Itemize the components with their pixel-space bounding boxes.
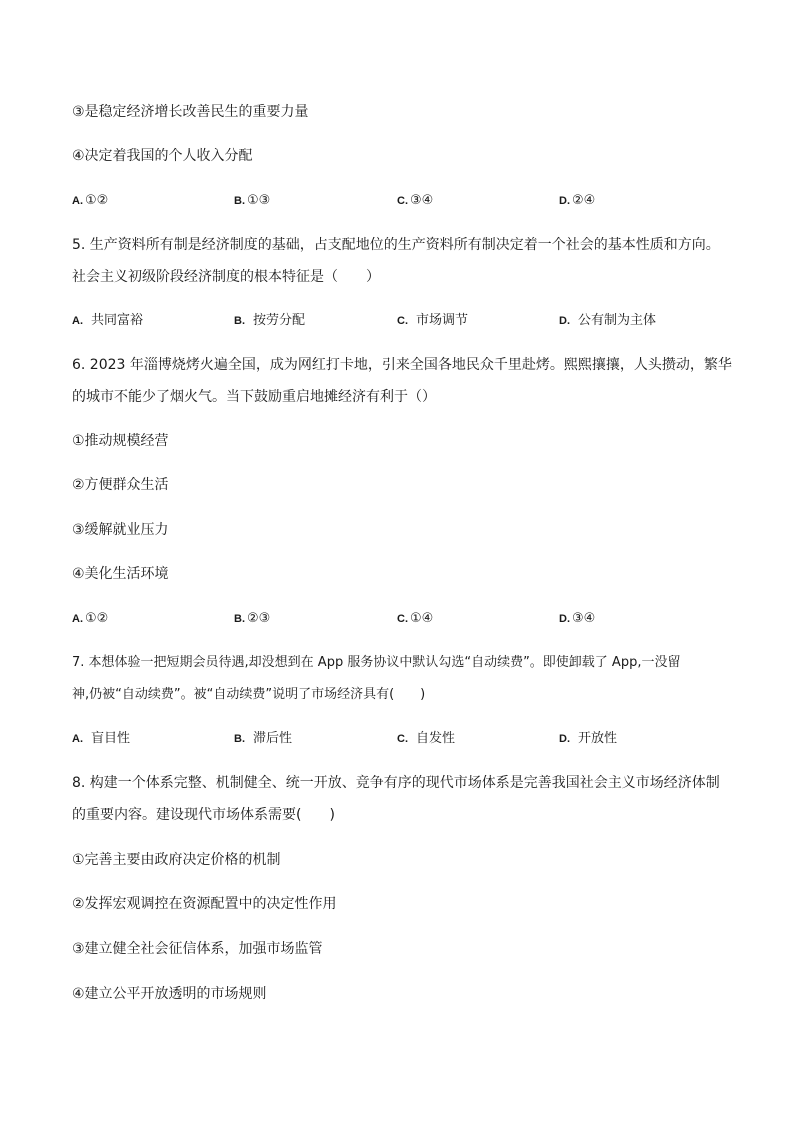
options-row (72, 729, 732, 749)
question-8-stem: 的重要内容。建设现代市场体系需要( ) (72, 807, 335, 823)
options-row (72, 191, 732, 211)
statement: ④建立公平开放透明的市场规则 (72, 986, 267, 1002)
statement: ②方便群众生活 (72, 477, 169, 493)
option-b: B. 按劳分配 (234, 313, 306, 328)
question-8-stem: 8. 构建一个体系完整、机制健全、统一开放、竞争有序的现代市场体系是完善我国社会主义市场经济体制 (72, 775, 720, 791)
options-row (72, 311, 732, 331)
statement: ④决定着我国的个人收入分配 (72, 148, 253, 164)
option-b: B. ②③ (234, 611, 271, 626)
option-b: B. 滞后性 (234, 731, 293, 746)
statement: ②发挥宏观调控在资源配置中的决定性作用 (72, 896, 337, 912)
statement: ①推动规模经营 (72, 433, 169, 449)
option-d: D. 公有制为主体 (559, 313, 657, 328)
option-c: C. ③④ (397, 193, 434, 208)
option-a: A. 盲目性 (72, 731, 131, 746)
option-c: C. ①④ (397, 611, 434, 626)
option-d: D. ②④ (559, 193, 596, 208)
statement: ①完善主要由政府决定价格的机制 (72, 852, 281, 868)
option-a: A. ①② (72, 193, 109, 208)
option-b: B. ①③ (234, 193, 271, 208)
option-c: C. 自发性 (397, 731, 456, 746)
option-a: A. 共同富裕 (72, 313, 144, 328)
question-5-stem: 社会主义初级阶段经济制度的根本特征是（ ） (72, 269, 380, 285)
question-7-stem: 神,仍被“自动续费”。被“自动续费”说明了市场经济具有( ) (72, 687, 426, 702)
statement: ④美化生活环境 (72, 566, 169, 582)
statement: ③是稳定经济增长改善民生的重要力量 (72, 104, 309, 120)
options-row (72, 609, 732, 629)
question-5-stem: 5. 生产资料所有制是经济制度的基础，占支配地位的生产资料所有制决定着一个社会的基本性质和方向。 (72, 237, 720, 253)
option-d: D. ③④ (559, 611, 596, 626)
question-6-stem: 的城市不能少了烟火气。当下鼓励重启地摊经济有利于（） (72, 389, 436, 405)
statement: ③缓解就业压力 (72, 522, 169, 538)
option-c: C. 市场调节 (397, 313, 469, 328)
option-a: A. ①② (72, 611, 109, 626)
question-7-stem: 7. 本想体验一把短期会员待遇,却没想到在 App 服务协议中默认勾选“自动续费”。即使卸载了 App,一没留 (72, 655, 681, 670)
option-d: D. 开放性 (559, 731, 618, 746)
question-6-stem: 6. 2023 年淄博烧烤火遍全国，成为网红打卡地，引来全国各地民众千里赴烤。熙熙攘攘，人头攒动，繁华 (72, 357, 732, 373)
statement: ③建立健全社会征信体系，加强市场监管 (72, 941, 323, 957)
